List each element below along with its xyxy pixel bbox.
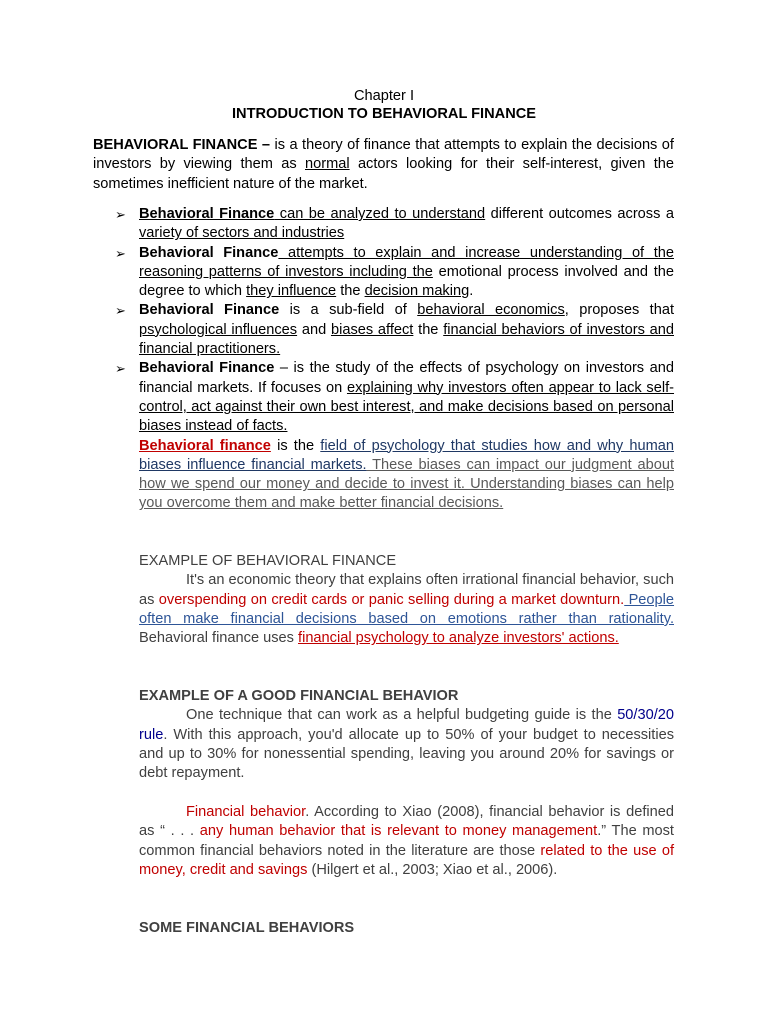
bullet-text: decision making bbox=[364, 283, 470, 300]
good-behavior-paragraph bbox=[139, 706, 674, 783]
bullet-text: the bbox=[413, 321, 444, 338]
intro-normal: normal bbox=[305, 156, 350, 173]
arrowhead-bullet-icon: ➢ bbox=[115, 303, 126, 319]
bullet-text: variety of sectors and industries bbox=[139, 225, 345, 242]
bullet-text: can be analyzed to understand bbox=[274, 206, 486, 222]
arrowhead-bullet-icon: ➢ bbox=[115, 207, 126, 222]
bullet-term: Behavioral Finance bbox=[139, 302, 280, 319]
definition-text: field of psychology that studies how and why human biases influence financial markets. bbox=[139, 437, 674, 473]
bullet-text: is a sub-field of bbox=[279, 302, 418, 319]
chapter-title: INTRODUCTION TO BEHAVIORAL FINANCE bbox=[231, 106, 537, 122]
bullet-text: behavioral economics bbox=[417, 302, 565, 319]
fb-text: .” The most common financial behaviors noted in the literature are those bbox=[139, 823, 674, 859]
rule-name: 50/30/20 rule bbox=[139, 707, 674, 743]
financial-behavior-paragraph bbox=[139, 803, 674, 880]
good-text: One technique that can work as a helpful budgeting guide is the bbox=[186, 707, 618, 724]
intro-term: BEHAVIORAL FINANCE – bbox=[93, 137, 271, 153]
intro-text-1: is a theory of finance that attempts to explain the decisions of investors by viewing them as bbox=[93, 137, 674, 173]
example-text: People often make financial decisions based on emotions rather than rationality. bbox=[139, 591, 675, 627]
example-heading: EXAMPLE OF BEHAVIORAL FINANCE bbox=[139, 553, 397, 569]
bullet-text: they influence bbox=[246, 283, 337, 300]
bullet-item-1 bbox=[115, 205, 675, 244]
bullet-text: explaining why investors often appear to lack self-control, act against their own best interest, and make decisions based on personal biases instead of facts. bbox=[139, 379, 675, 435]
bullet-text: financial behaviors of investors and financial practitioners. bbox=[139, 321, 674, 358]
example-text: Behavioral finance uses bbox=[139, 630, 299, 647]
bullet-text: psychological influences bbox=[139, 321, 298, 338]
bullet-term: Behavioral Finance bbox=[139, 206, 275, 222]
financial-behavior-section bbox=[139, 803, 674, 880]
good-behavior-heading: EXAMPLE OF A GOOD FINANCIAL BEHAVIOR bbox=[139, 688, 459, 704]
behavioral-finance-definition bbox=[139, 437, 674, 514]
fb-text: (Hilgert et al., 2003; Xiao et al., 2006). bbox=[307, 861, 558, 878]
definition-term: Behavioral finance bbox=[139, 437, 271, 454]
definition-text: is the bbox=[270, 437, 321, 454]
bullet-text: . bbox=[469, 283, 474, 300]
intro-paragraph bbox=[93, 136, 674, 194]
bullet-text: biases affect bbox=[330, 321, 414, 338]
fb-text: any human behavior that is relevant to money management bbox=[199, 823, 598, 840]
bullet-text: attempts to explain and increase understanding of the reasoning patterns of investors including the bbox=[139, 244, 674, 280]
bullet-text: emotional process involved and the degree to which bbox=[139, 263, 674, 300]
fb-text: . According to Xiao (2008), financial behavior is defined as “ . . . bbox=[139, 804, 674, 840]
bullet-list bbox=[115, 205, 675, 514]
bullet-term: Behavioral Finance bbox=[139, 360, 275, 377]
bullet-text: – is the study of the effects of psychology on investors and financial markets. If focuses on bbox=[139, 360, 674, 396]
arrowhead-bullet-icon: ➢ bbox=[115, 361, 126, 377]
bullet-term: Behavioral Finance bbox=[139, 244, 279, 261]
bullet-text: the bbox=[336, 283, 365, 300]
bullet-item-3 bbox=[115, 301, 675, 359]
fb-text: Financial behavior bbox=[186, 804, 306, 820]
example-paragraph bbox=[139, 571, 674, 648]
chapter-label: Chapter I bbox=[353, 88, 415, 104]
intro-text-2: actors looking for their self-interest, given the sometimes inefficient nature of the market. bbox=[93, 156, 674, 192]
example-text: It's an economic theory that explains often irrational financial behavior, such as bbox=[139, 572, 674, 608]
example-text: overspending on credit cards or panic selling during a market downturn. bbox=[158, 591, 625, 608]
example-text: financial psychology to analyze investors' actions. bbox=[298, 630, 619, 647]
bullet-text: and bbox=[297, 321, 331, 338]
bullet-text: different outcomes across a bbox=[485, 206, 675, 222]
good-text: . With this approach, you'd allocate up to 50% of your budget to necessities and up to 30% for nonessential spending, leaving you around 20% for savings or debt repayment. bbox=[139, 726, 674, 782]
bullet-text: , proposes that bbox=[564, 302, 675, 319]
good-behavior-section bbox=[139, 687, 674, 783]
fb-text: related to the use of money, credit and savings bbox=[139, 842, 675, 878]
example-section bbox=[139, 552, 674, 648]
some-behaviors-heading: SOME FINANCIAL BEHAVIORS bbox=[139, 920, 355, 936]
arrowhead-bullet-icon: ➢ bbox=[115, 245, 126, 261]
bullet-item-2 bbox=[115, 244, 674, 302]
bullet-item-4 bbox=[115, 359, 675, 436]
definition-text: These biases can impact our judgment about how we spend our money and decide to invest it. Understanding biases can help you overcome them and make better financial decisions. bbox=[139, 456, 674, 512]
